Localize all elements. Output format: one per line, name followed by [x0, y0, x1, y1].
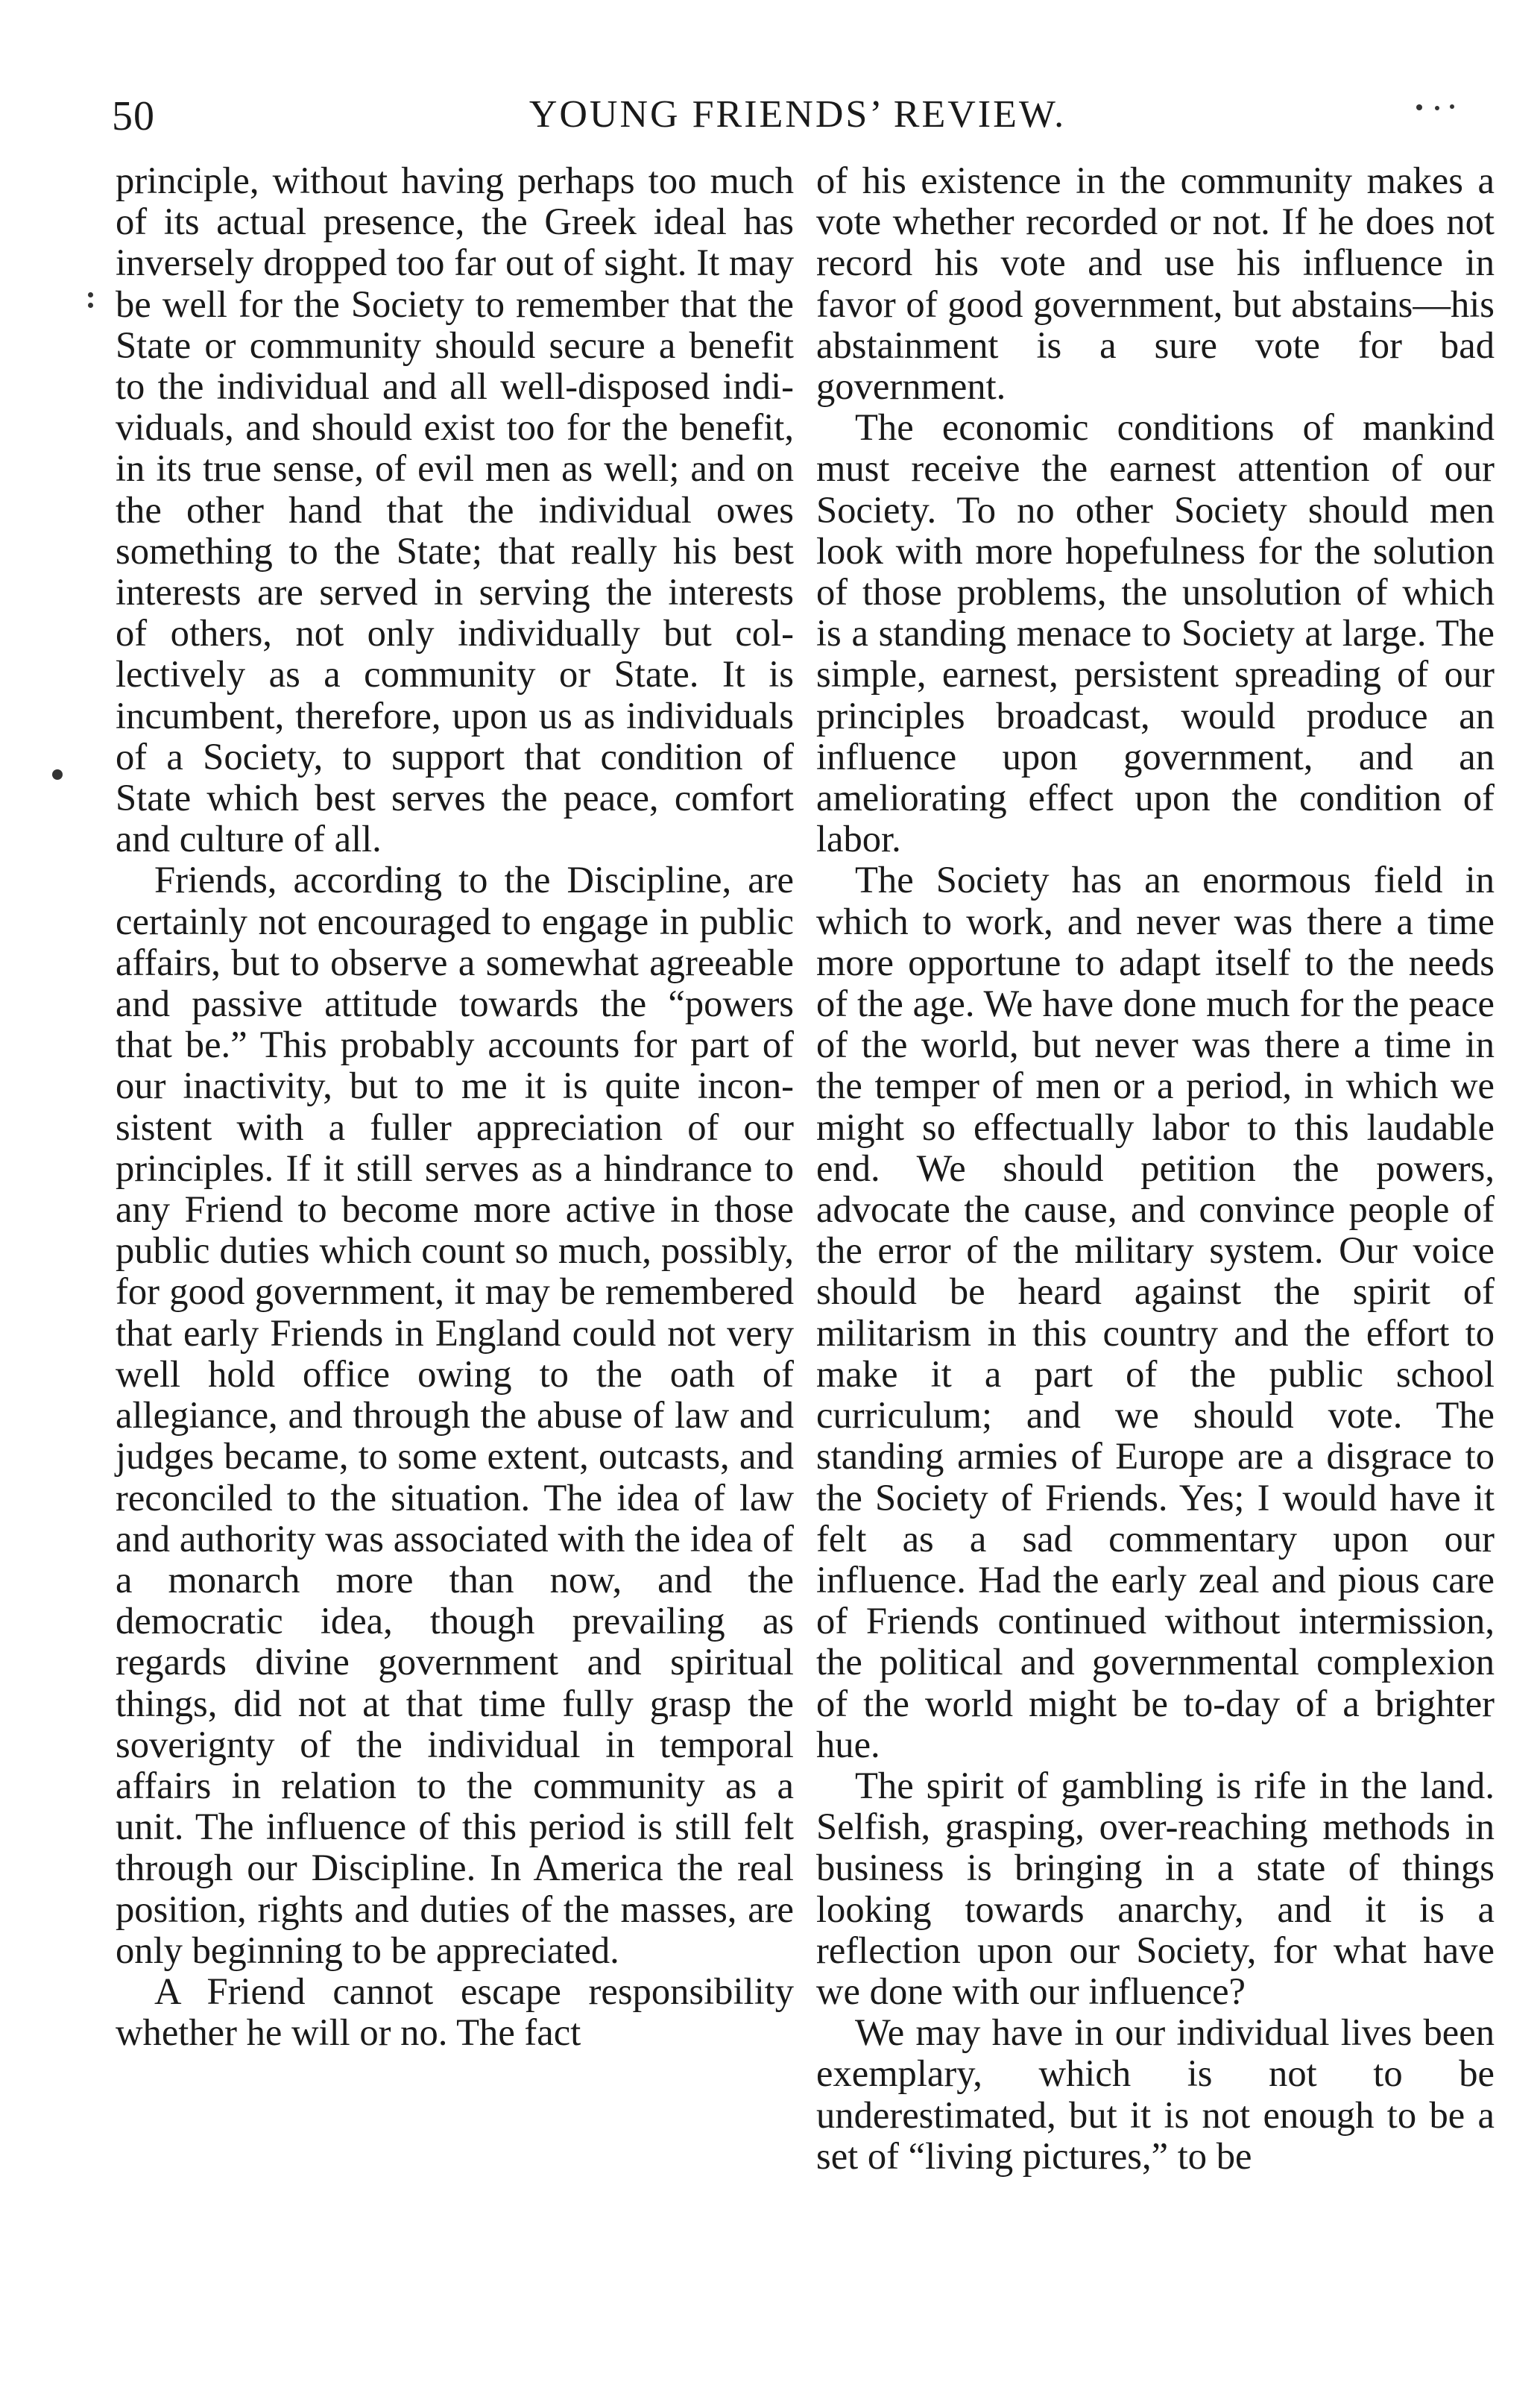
- paragraph: The Society has an enormous field in which to work, and never was there a time more opportune to adapt itself to the needs of the age. We have done much for the peace of the world, but never was there a time in the temper of men or a period, in which we might so effectually labor to this laudable end. We should petition the powers, advocate the cause, and convince people of the error of the military system. Our voice should be heard against the spirit of militarism in this country and the effort to make it a part of the public school curriculum; and we should vote. The standing armies of Europe are a disgrace to the Society of Friends. Yes; I would have it felt as a sad commentary upon our influence. Had the early zeal and pious care of Friends continued without intermission, the political and governmental complexion of the world might be to-day of a brighter hue.: [816, 859, 1495, 1765]
- scan-speck: [1416, 104, 1422, 110]
- scan-speck: [1435, 106, 1439, 110]
- paragraph: A Friend cannot escape responsibility whether he will or no. The fact: [116, 1970, 794, 2054]
- left-column: [116, 160, 794, 2053]
- running-title: YOUNG FRIENDS’ REVIEW.: [528, 93, 1067, 136]
- scan-speck: [88, 303, 93, 308]
- right-column: [816, 160, 1495, 2177]
- paragraph: of his existence in the community makes a vote whether recorded or not. If he does not record his vote and use his influence in favor of good government, but abstains—his abstainment is a sure vote for bad government.: [816, 160, 1495, 408]
- paragraph: Friends, according to the Discipline, are certainly not encouraged to engage in public affairs, but to observe a somewhat agreeable and passive attitude towards the “powers that be.” This probably accounts for part of our inactivity, but to me it is quite inconsistent with a fuller appreciation of our principles. If it still serves as a hindrance to any Friend to become more active in those public duties which count so much, possibly, for good government, it may be remembered that early Friends in England could not very well hold office owing to the oath of allegiance, and through the abuse of law and judges became, to some extent, outcasts, and reconciled to the situation. The idea of law and authority was associated with the idea of a monarch more than now, and the democratic idea, though prevailing as regards divine government and spiritual things, did not at that time fully grasp the soverignty of the individual in temporal affairs in relation to the community as a unit. The influence of this period is still felt through our Discipline. In America the real position, rights and duties of the masses, are only beginning to be appreciated.: [116, 859, 794, 1971]
- running-header: [112, 88, 1483, 155]
- paragraph: The spirit of gambling is rife in the land. Selfish, grasping, over-reaching methods in business is bringing in a state of things looking towards anarchy, and it is a reflection upon our Society, for what have we done with our influence?: [816, 1764, 1495, 2012]
- scan-speck: [1450, 104, 1454, 109]
- paragraph: The economic conditions of mankind must receive the earnest attention of our Society. To no other Society should men look with more hopefulness for the solution of those problems, the unsolution of which is a standing menace to Society at large. The simple, earnest, persistent spreading of our principles broadcast, would produce an influence upon government, and an ameliorating effect upon the condition of labor.: [816, 406, 1495, 860]
- page-number: 50: [112, 93, 155, 139]
- paragraph: principle, without having perhaps too much of its actual presence, the Greek ideal has inversely dropped too far out of sight. It may be well for the Society to remember that the State or community should secure a benefit to the individual and all well-disposed individuals, and should exist too for the benefit, in its true sense, of evil men as well; and on the other hand that the individual owes something to the State; that really his best interests are served in serving the interests of others, not only individually but collectively as a community or State. It is incumbent, therefore, upon us as individuals of a Society, to support that condition of State which best serves the peace, comfort and culture of all.: [116, 160, 794, 860]
- scan-speck: [88, 292, 93, 297]
- scan-speck: [52, 769, 63, 780]
- paragraph: We may have in our individual lives been exemplary, which is not to be underestimated, but it is not enough to be a set of “living pictures,” to be: [816, 2011, 1495, 2177]
